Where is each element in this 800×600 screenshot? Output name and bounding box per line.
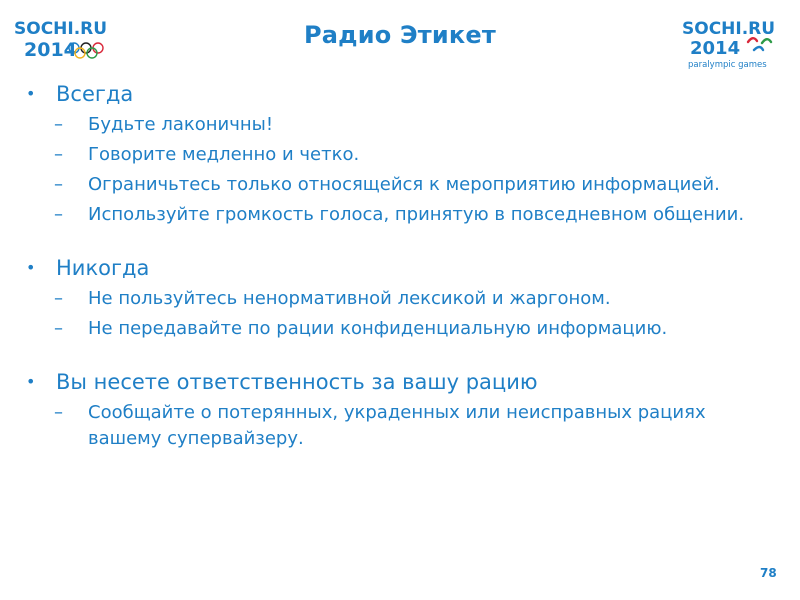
logo-left-line1: SOCHI.RU <box>14 19 108 39</box>
bullet-heading <box>24 254 784 282</box>
list-item <box>54 316 784 342</box>
page-title: Радио Этикет <box>303 21 497 49</box>
sub-list <box>24 286 784 342</box>
list-item <box>54 286 784 312</box>
list-item-text: Сообщайте о потерянных, украденных или неисправных рациях вашему супервайзеру. <box>88 402 706 449</box>
logo-right-line1: SOCHI.RU <box>682 19 776 39</box>
list-item-text: Не передавайте по рации конфиденциальную информацию. <box>88 318 668 339</box>
list-item-text: Используйте громкость голоса, принятую в повседневном общении. <box>88 204 745 225</box>
page-number: 78 <box>760 566 777 580</box>
list-item-text: Будьте лаконичны! <box>88 114 274 135</box>
logo-right-subtitle: paralympic games <box>688 60 767 70</box>
logo-left-line2: 2014 <box>24 39 77 61</box>
dash-icon: – <box>54 174 63 195</box>
section-heading: Всегда <box>56 82 134 106</box>
section-never <box>24 254 784 342</box>
section-always <box>24 80 784 228</box>
bullet-dot-icon: • <box>26 372 36 391</box>
sub-list <box>24 400 784 452</box>
dash-icon: – <box>54 204 63 225</box>
sub-list <box>24 112 784 228</box>
logo-right-line2: 2014 <box>690 38 741 59</box>
bullet-dot-icon: • <box>26 258 36 277</box>
section-heading: Вы несете ответственность за вашу рацию <box>56 370 538 394</box>
section-heading: Никогда <box>56 256 150 280</box>
paralympic-agitos-icon <box>748 38 771 50</box>
section-responsibility <box>24 368 784 452</box>
list-item <box>54 172 784 198</box>
sochi-2014-paralympic-logo <box>682 16 786 72</box>
list-item <box>54 202 784 228</box>
list-item <box>54 142 784 168</box>
dash-icon: – <box>54 114 63 135</box>
dash-icon: – <box>54 288 63 309</box>
list-item <box>54 400 784 452</box>
dash-icon: – <box>54 402 63 423</box>
list-item <box>54 112 784 138</box>
content-list <box>24 80 784 456</box>
list-item-text: Говорите медленно и четко. <box>88 144 360 165</box>
dash-icon: – <box>54 318 63 339</box>
bullet-dot-icon: • <box>26 84 36 103</box>
dash-icon: – <box>54 144 63 165</box>
bullet-heading <box>24 80 784 108</box>
bullet-heading <box>24 368 784 396</box>
list-item-text: Не пользуйтесь ненормативной лексикой и жаргоном. <box>88 288 611 309</box>
list-item-text: Ограничьтесь только относящейся к мероприятию информацией. <box>88 174 720 195</box>
